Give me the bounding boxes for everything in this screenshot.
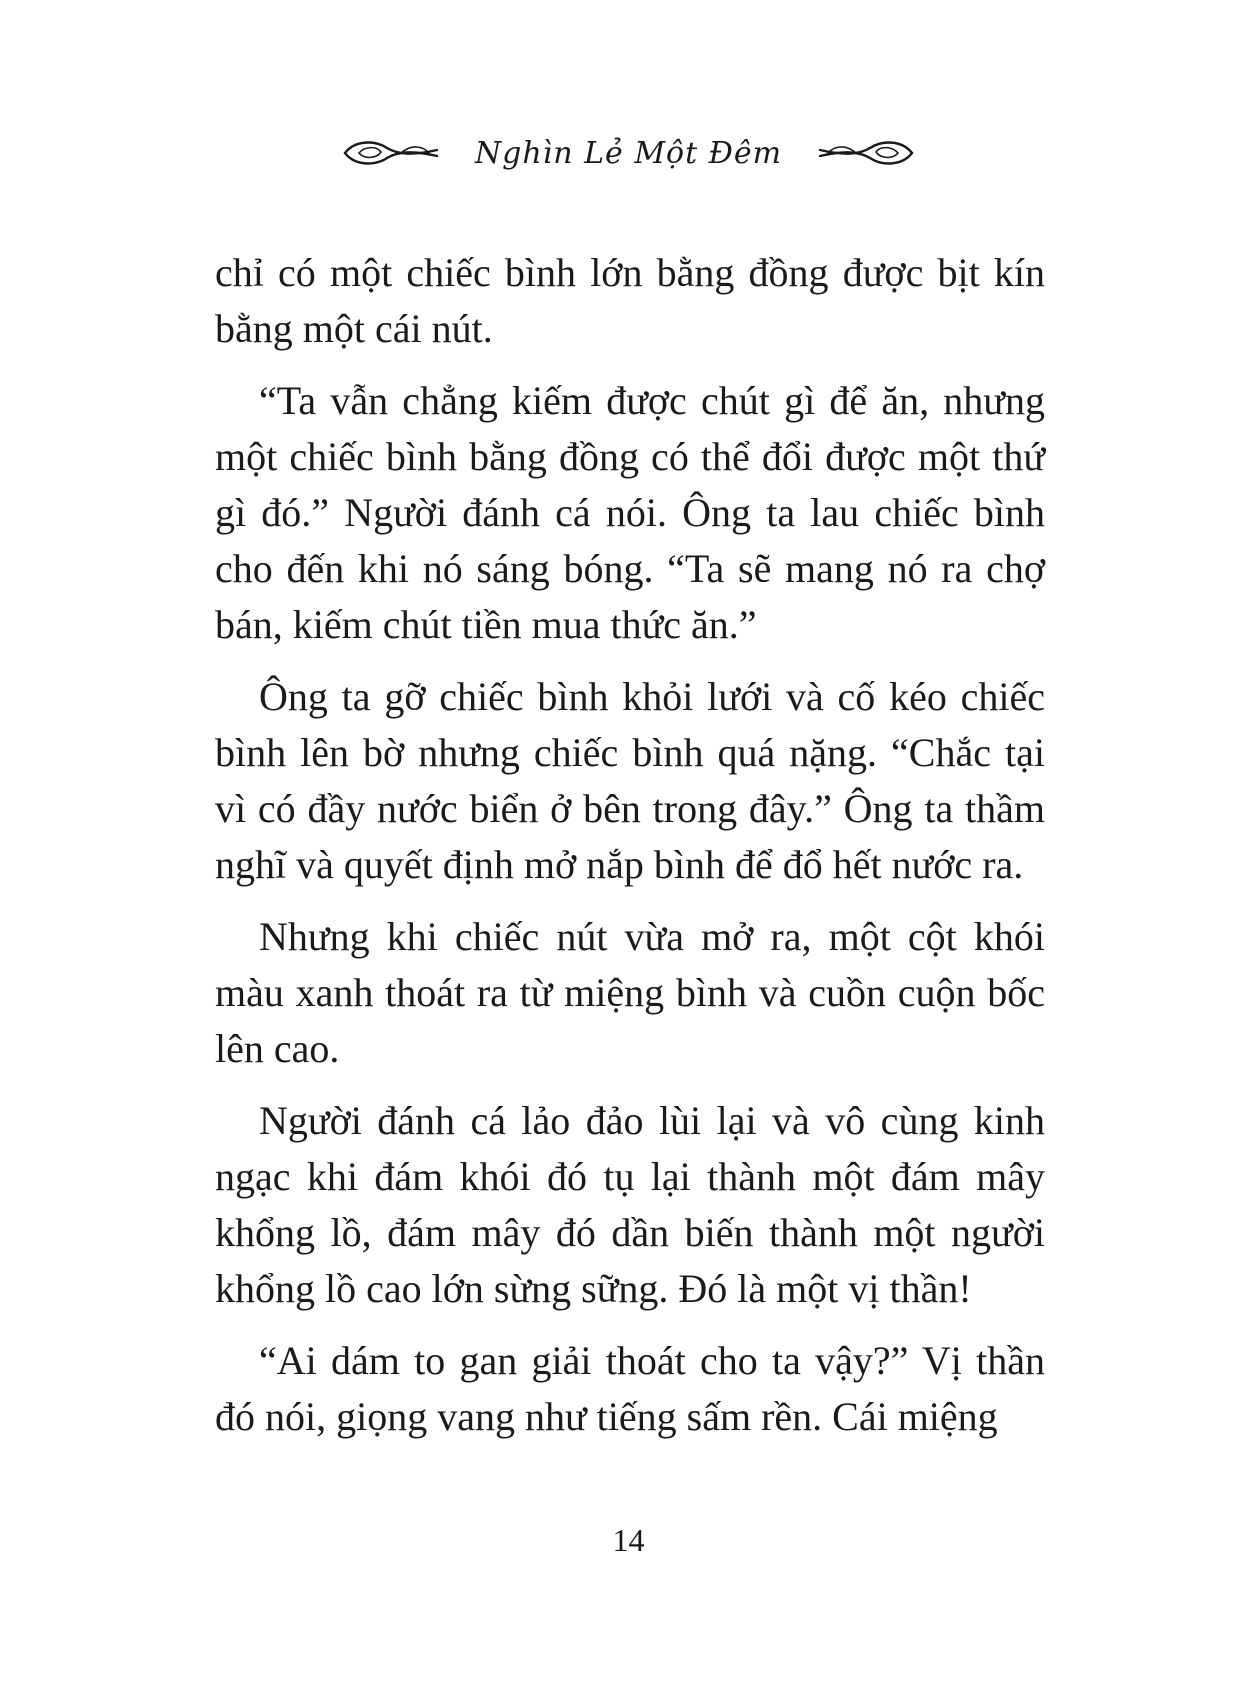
- page-number: 14: [612, 1522, 645, 1558]
- running-header: [0, 128, 1257, 178]
- book-title: Nghìn Lẻ Một Đêm: [474, 135, 783, 171]
- paragraph-4: Nhưng khi chiếc nút vừa mở ra, một cột khói màu xanh thoát ra từ miệng bình và cuồn cuộn bốc lên cao.: [215, 914, 1045, 1071]
- flourish-left-icon: [341, 136, 441, 170]
- body-text: [215, 245, 1045, 1461]
- paragraph-2: “Ta vẫn chẳng kiếm được chút gì để ăn, nhưng một chiếc bình bằng đồng có thể đổi được một thứ gì đó.” Người đánh cá nói. Ông ta lau chiếc bình cho đến khi nó sáng bóng. “Ta sẽ mang nó ra chợ bán, kiếm chút tiền mua thức ăn.”: [215, 378, 1045, 647]
- flourish-right-icon: [816, 136, 916, 170]
- paragraph-1: chỉ có một chiếc bình lớn bằng đồng được bịt kín bằng một cái nút.: [215, 250, 1045, 351]
- paragraph-5: Người đánh cá lảo đảo lùi lại và vô cùng kinh ngạc khi đám khói đó tụ lại thành một đám mây khổng lồ, đám mây đó dần biến thành một người khổng lồ cao lớn sừng sững. Đó là một vị thần!: [215, 1098, 1045, 1311]
- paragraph-3: Ông ta gỡ chiếc bình khỏi lưới và cố kéo chiếc bình lên bờ nhưng chiếc bình quá nặng. “Chắc tại vì có đầy nước biển ở bên trong đây.” Ông ta thầm nghĩ và quyết định mở nắp bình để đổ hết nước ra.: [215, 674, 1045, 887]
- paragraph-6: “Ai dám to gan giải thoát cho ta vậy?” Vị thần đó nói, giọng vang như tiếng sấm rền. Cái miệng: [215, 1338, 1045, 1439]
